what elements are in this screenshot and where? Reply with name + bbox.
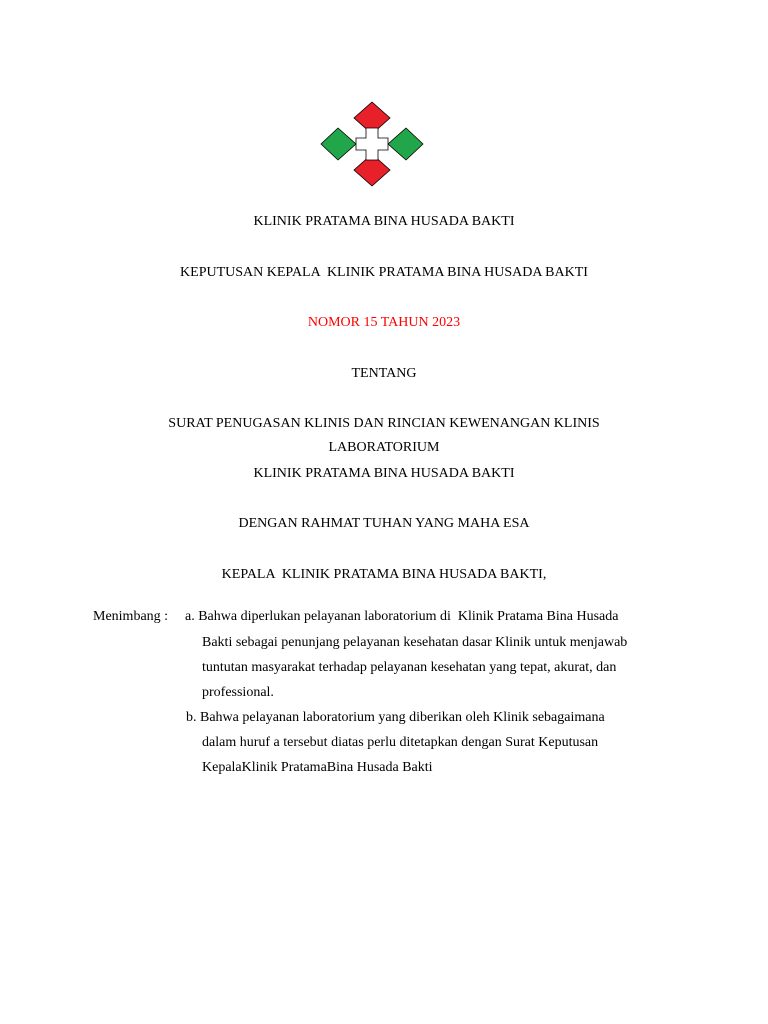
decision-number: NOMOR 15 TAHUN 2023 [307,315,461,330]
about-label: TENTANG [351,366,417,381]
considering-item-b-line-2: dalam huruf a tersebut diatas perlu ditetapkan dengan Surat Keputusan [202,735,599,750]
considering-item-a-line-2: Bakti sebagai penunjang pelayanan kesehatan dasar Klinik untuk menjawab [202,635,628,650]
considering-item-b-line-3: KepalaKlinik PratamaBina Husada Bakti [202,760,433,775]
considering-item-a-line-4: professional. [202,685,274,700]
considering-label: Menimbang : [93,609,169,624]
blessing-line: DENGAN RAHMAT TUHAN YANG MAHA ESA [238,516,530,531]
considering-item-b-line-1: b. Bahwa pelayanan laboratorium yang diberikan oleh Klinik sebagaimana [186,710,605,725]
considering-item-a-line-1: a. Bahwa diperlukan pelayanan laboratorium di Klinik Pratama Bina Husada [185,609,619,624]
subject-line-3: KLINIK PRATAMA BINA HUSADA BAKTI [253,466,515,481]
clinic-name-heading: KLINIK PRATAMA BINA HUSADA BAKTI [253,214,515,229]
subject-line-1: SURAT PENUGASAN KLINIS DAN RINCIAN KEWENANGAN KLINIS [168,416,600,431]
decision-title: KEPUTUSAN KEPALA KLINIK PRATAMA BINA HUSADA BAKTI [180,265,588,280]
logo-left-green-diamond [321,128,356,160]
head-title: KEPALA KLINIK PRATAMA BINA HUSADA BAKTI, [221,567,547,582]
subject-line-2: LABORATORIUM [328,440,440,455]
clinic-cross-logo-icon [320,100,424,188]
logo-right-green-diamond [388,128,423,160]
considering-item-a-line-3: tuntutan masyarakat terhadap pelayanan kesehatan yang tepat, akurat, dan [202,660,617,675]
logo-white-cross [356,128,388,160]
